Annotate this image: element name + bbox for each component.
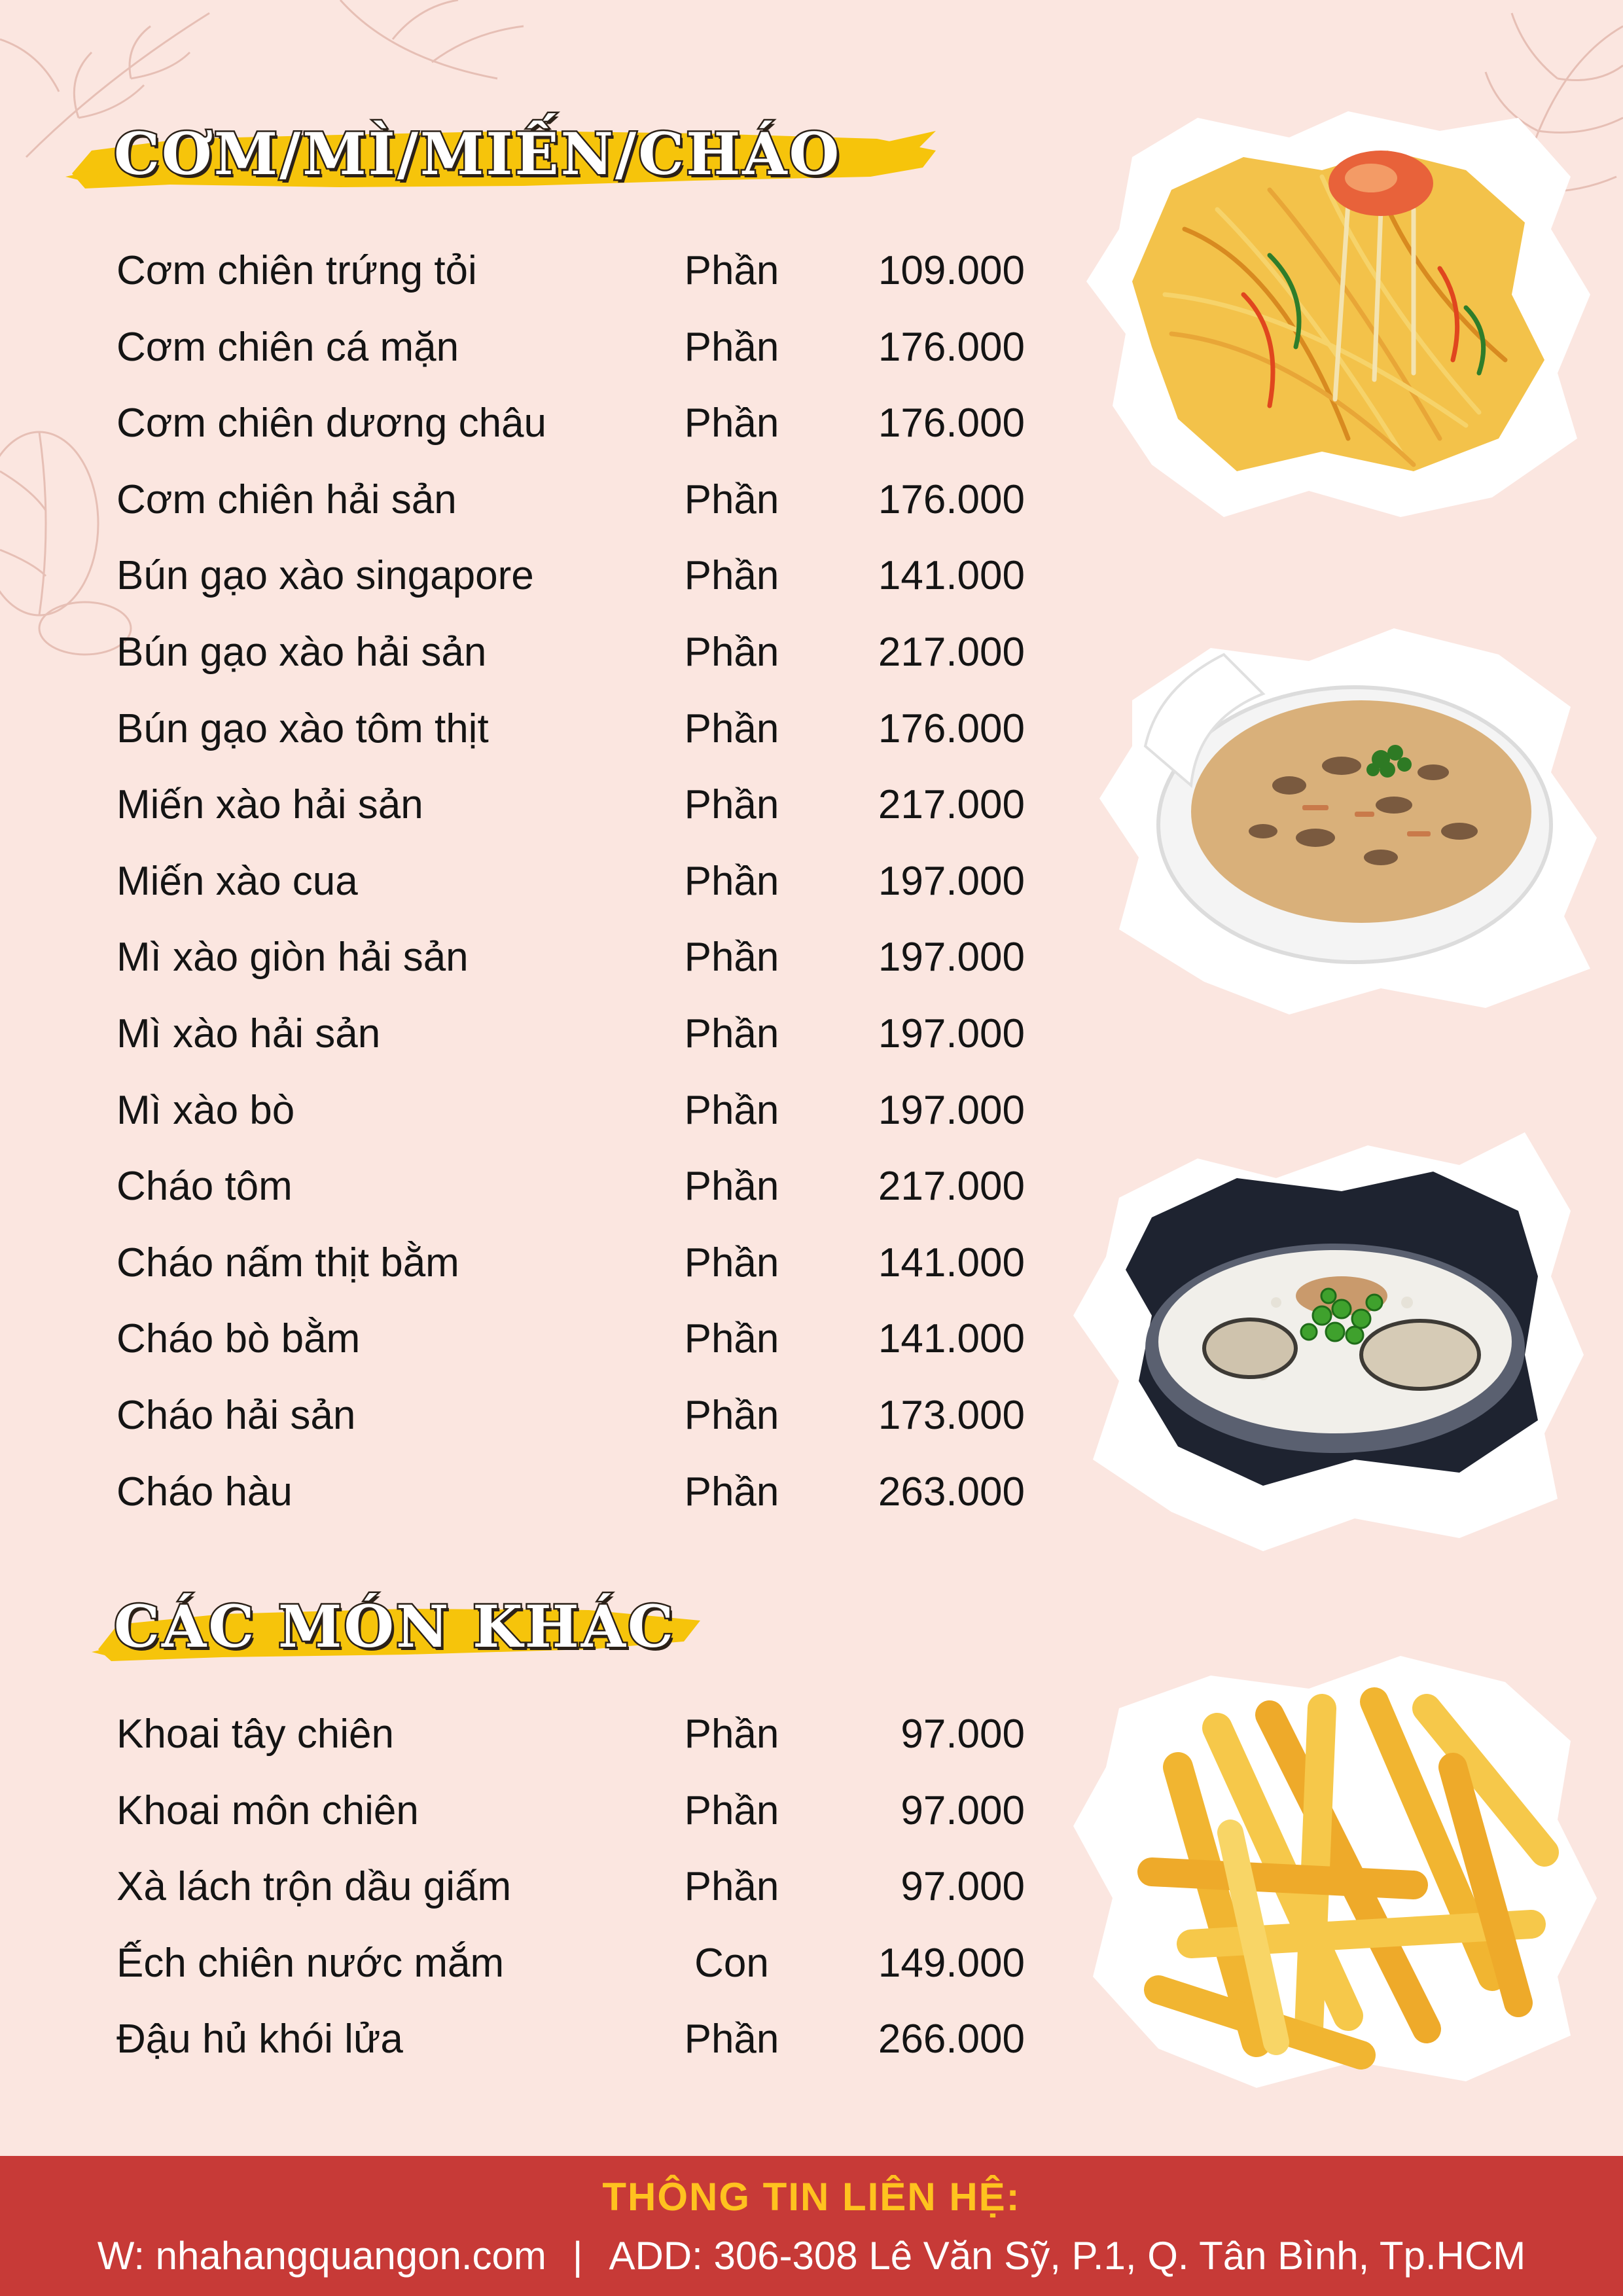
- menu-item-row: [0, 1926, 1047, 2001]
- menu-item-price: 176.000: [878, 477, 1025, 522]
- menu-item-unit: Phần: [684, 1316, 779, 1361]
- photo-crab-vermicelli-soup: [1093, 615, 1603, 1021]
- menu-item-unit: Phần: [684, 782, 779, 827]
- footer-website: W: nhahangquangon.com: [97, 2234, 546, 2278]
- photo-oyster-congee: [1067, 1106, 1590, 1558]
- menu-item-name: Cháo tôm: [116, 1164, 293, 1209]
- menu-item-price: 176.000: [878, 325, 1025, 370]
- menu-item-price: 197.000: [878, 1088, 1025, 1133]
- footer-separator: |: [572, 2234, 583, 2278]
- menu-item-price: 97.000: [901, 1712, 1025, 1757]
- menu-item-unit: Phần: [684, 935, 779, 980]
- contact-footer: [0, 2156, 1623, 2296]
- menu-item-unit: Phần: [684, 1788, 779, 1833]
- menu-item-unit: Phần: [684, 1712, 779, 1757]
- menu-item-row: [0, 615, 1047, 691]
- menu-item-unit: Phần: [684, 1864, 779, 1909]
- menu-item-price: 109.000: [878, 248, 1025, 293]
- menu-item-row: [0, 920, 1047, 996]
- menu-item-name: Cơm chiên hải sản: [116, 477, 457, 522]
- menu-item-price: 141.000: [878, 1240, 1025, 1285]
- menu-item-price: 141.000: [878, 1316, 1025, 1361]
- menu-item-price: 266.000: [878, 2017, 1025, 2062]
- photo-french-fries: [1060, 1636, 1603, 2094]
- menu-item-name: Bún gạo xào singapore: [116, 553, 534, 598]
- menu-item-row: [0, 1378, 1047, 1454]
- menu-item-name: Xà lách trộn dầu giấm: [116, 1864, 512, 1909]
- menu-list-other: [0, 1696, 1047, 2089]
- menu-item-row: [0, 1225, 1047, 1301]
- menu-item-unit: Phần: [684, 477, 779, 522]
- footer-address: ADD: 306-308 Lê Văn Sỹ, P.1, Q. Tân Bình, Tp.HCM: [609, 2234, 1526, 2278]
- menu-item-name: Cháo hải sản: [116, 1393, 356, 1438]
- photo-stir-fried-noodles: [1073, 98, 1597, 530]
- section-title: CÁC MÓN KHÁC: [114, 1592, 676, 1660]
- menu-item-price: 217.000: [878, 1164, 1025, 1209]
- menu-item-name: Mì xào giòn hải sản: [116, 935, 469, 980]
- menu-item-price: 197.000: [878, 859, 1025, 904]
- menu-item-unit: Phần: [684, 1164, 779, 1209]
- menu-item-row: [0, 1696, 1047, 1772]
- menu-item-name: Cơm chiên cá mặn: [116, 325, 459, 370]
- menu-item-unit: Phần: [684, 2017, 779, 2062]
- menu-item-row: [0, 1149, 1047, 1225]
- menu-item-unit: Phần: [684, 1240, 779, 1285]
- section-heading-2: [92, 1577, 713, 1676]
- menu-item-name: Đậu hủ khói lửa: [116, 2017, 403, 2062]
- menu-item-unit: Phần: [684, 248, 779, 293]
- menu-item-unit: Phần: [684, 553, 779, 598]
- menu-item-unit: Phần: [684, 630, 779, 675]
- footer-contact-line: [0, 2233, 1623, 2278]
- menu-item-name: Mì xào hải sản: [116, 1011, 381, 1056]
- menu-item-name: Khoai tây chiên: [116, 1712, 394, 1757]
- menu-item-name: Miến xào hải sản: [116, 782, 423, 827]
- menu-item-row: [0, 462, 1047, 538]
- section-heading-1: [65, 105, 942, 203]
- menu-item-name: Khoai môn chiên: [116, 1788, 419, 1833]
- menu-item-name: Miến xào cua: [116, 859, 358, 904]
- menu-item-unit: Phần: [684, 1011, 779, 1056]
- menu-item-row: [0, 1301, 1047, 1377]
- menu-item-name: Cháo bò bằm: [116, 1316, 361, 1361]
- menu-item-row: [0, 386, 1047, 461]
- menu-item-unit: Phần: [684, 1393, 779, 1438]
- menu-item-row: [0, 767, 1047, 843]
- menu-item-row: [0, 996, 1047, 1072]
- menu-item-price: 197.000: [878, 1011, 1025, 1056]
- section-title: CƠM/MÌ/MIẾN/CHÁO: [114, 120, 842, 188]
- menu-item-row: [0, 310, 1047, 386]
- menu-item-name: Cơm chiên trứng tỏi: [116, 248, 477, 293]
- menu-item-price: 173.000: [878, 1393, 1025, 1438]
- menu-item-price: 176.000: [878, 706, 1025, 751]
- menu-item-row: [0, 1849, 1047, 1925]
- menu-item-row: [0, 233, 1047, 309]
- menu-item-name: Cháo nấm thịt bằm: [116, 1240, 459, 1285]
- menu-item-name: Cơm chiên dương châu: [116, 401, 547, 446]
- menu-item-row: [0, 1073, 1047, 1149]
- menu-item-price: 176.000: [878, 401, 1025, 446]
- menu-item-name: Ếch chiên nước mắm: [116, 1941, 505, 1986]
- menu-item-price: 141.000: [878, 553, 1025, 598]
- menu-item-unit: Phần: [684, 401, 779, 446]
- menu-item-price: 97.000: [901, 1864, 1025, 1909]
- footer-title: THÔNG TIN LIÊN HỆ:: [602, 2175, 1021, 2219]
- menu-item-name: Cháo hàu: [116, 1469, 293, 1515]
- menu-item-row: [0, 538, 1047, 614]
- menu-item-row: [0, 2001, 1047, 2077]
- menu-item-name: Bún gạo xào hải sản: [116, 630, 487, 675]
- menu-item-unit: Phần: [684, 1469, 779, 1515]
- menu-item-row: [0, 691, 1047, 767]
- menu-item-name: Bún gạo xào tôm thịt: [116, 706, 489, 751]
- menu-item-price: 149.000: [878, 1941, 1025, 1986]
- menu-item-unit: Con: [694, 1941, 769, 1986]
- menu-item-row: [0, 1773, 1047, 1849]
- menu-item-unit: Phần: [684, 859, 779, 904]
- menu-item-row: [0, 1454, 1047, 1530]
- menu-item-price: 217.000: [878, 782, 1025, 827]
- menu-item-price: 263.000: [878, 1469, 1025, 1515]
- menu-item-name: Mì xào bò: [116, 1088, 295, 1133]
- menu-item-unit: Phần: [684, 706, 779, 751]
- menu-item-price: 197.000: [878, 935, 1025, 980]
- menu-item-price: 217.000: [878, 630, 1025, 675]
- menu-item-unit: Phần: [684, 325, 779, 370]
- menu-item-unit: Phần: [684, 1088, 779, 1133]
- menu-item-row: [0, 844, 1047, 920]
- menu-item-price: 97.000: [901, 1788, 1025, 1833]
- menu-list-main: [0, 233, 1047, 1529]
